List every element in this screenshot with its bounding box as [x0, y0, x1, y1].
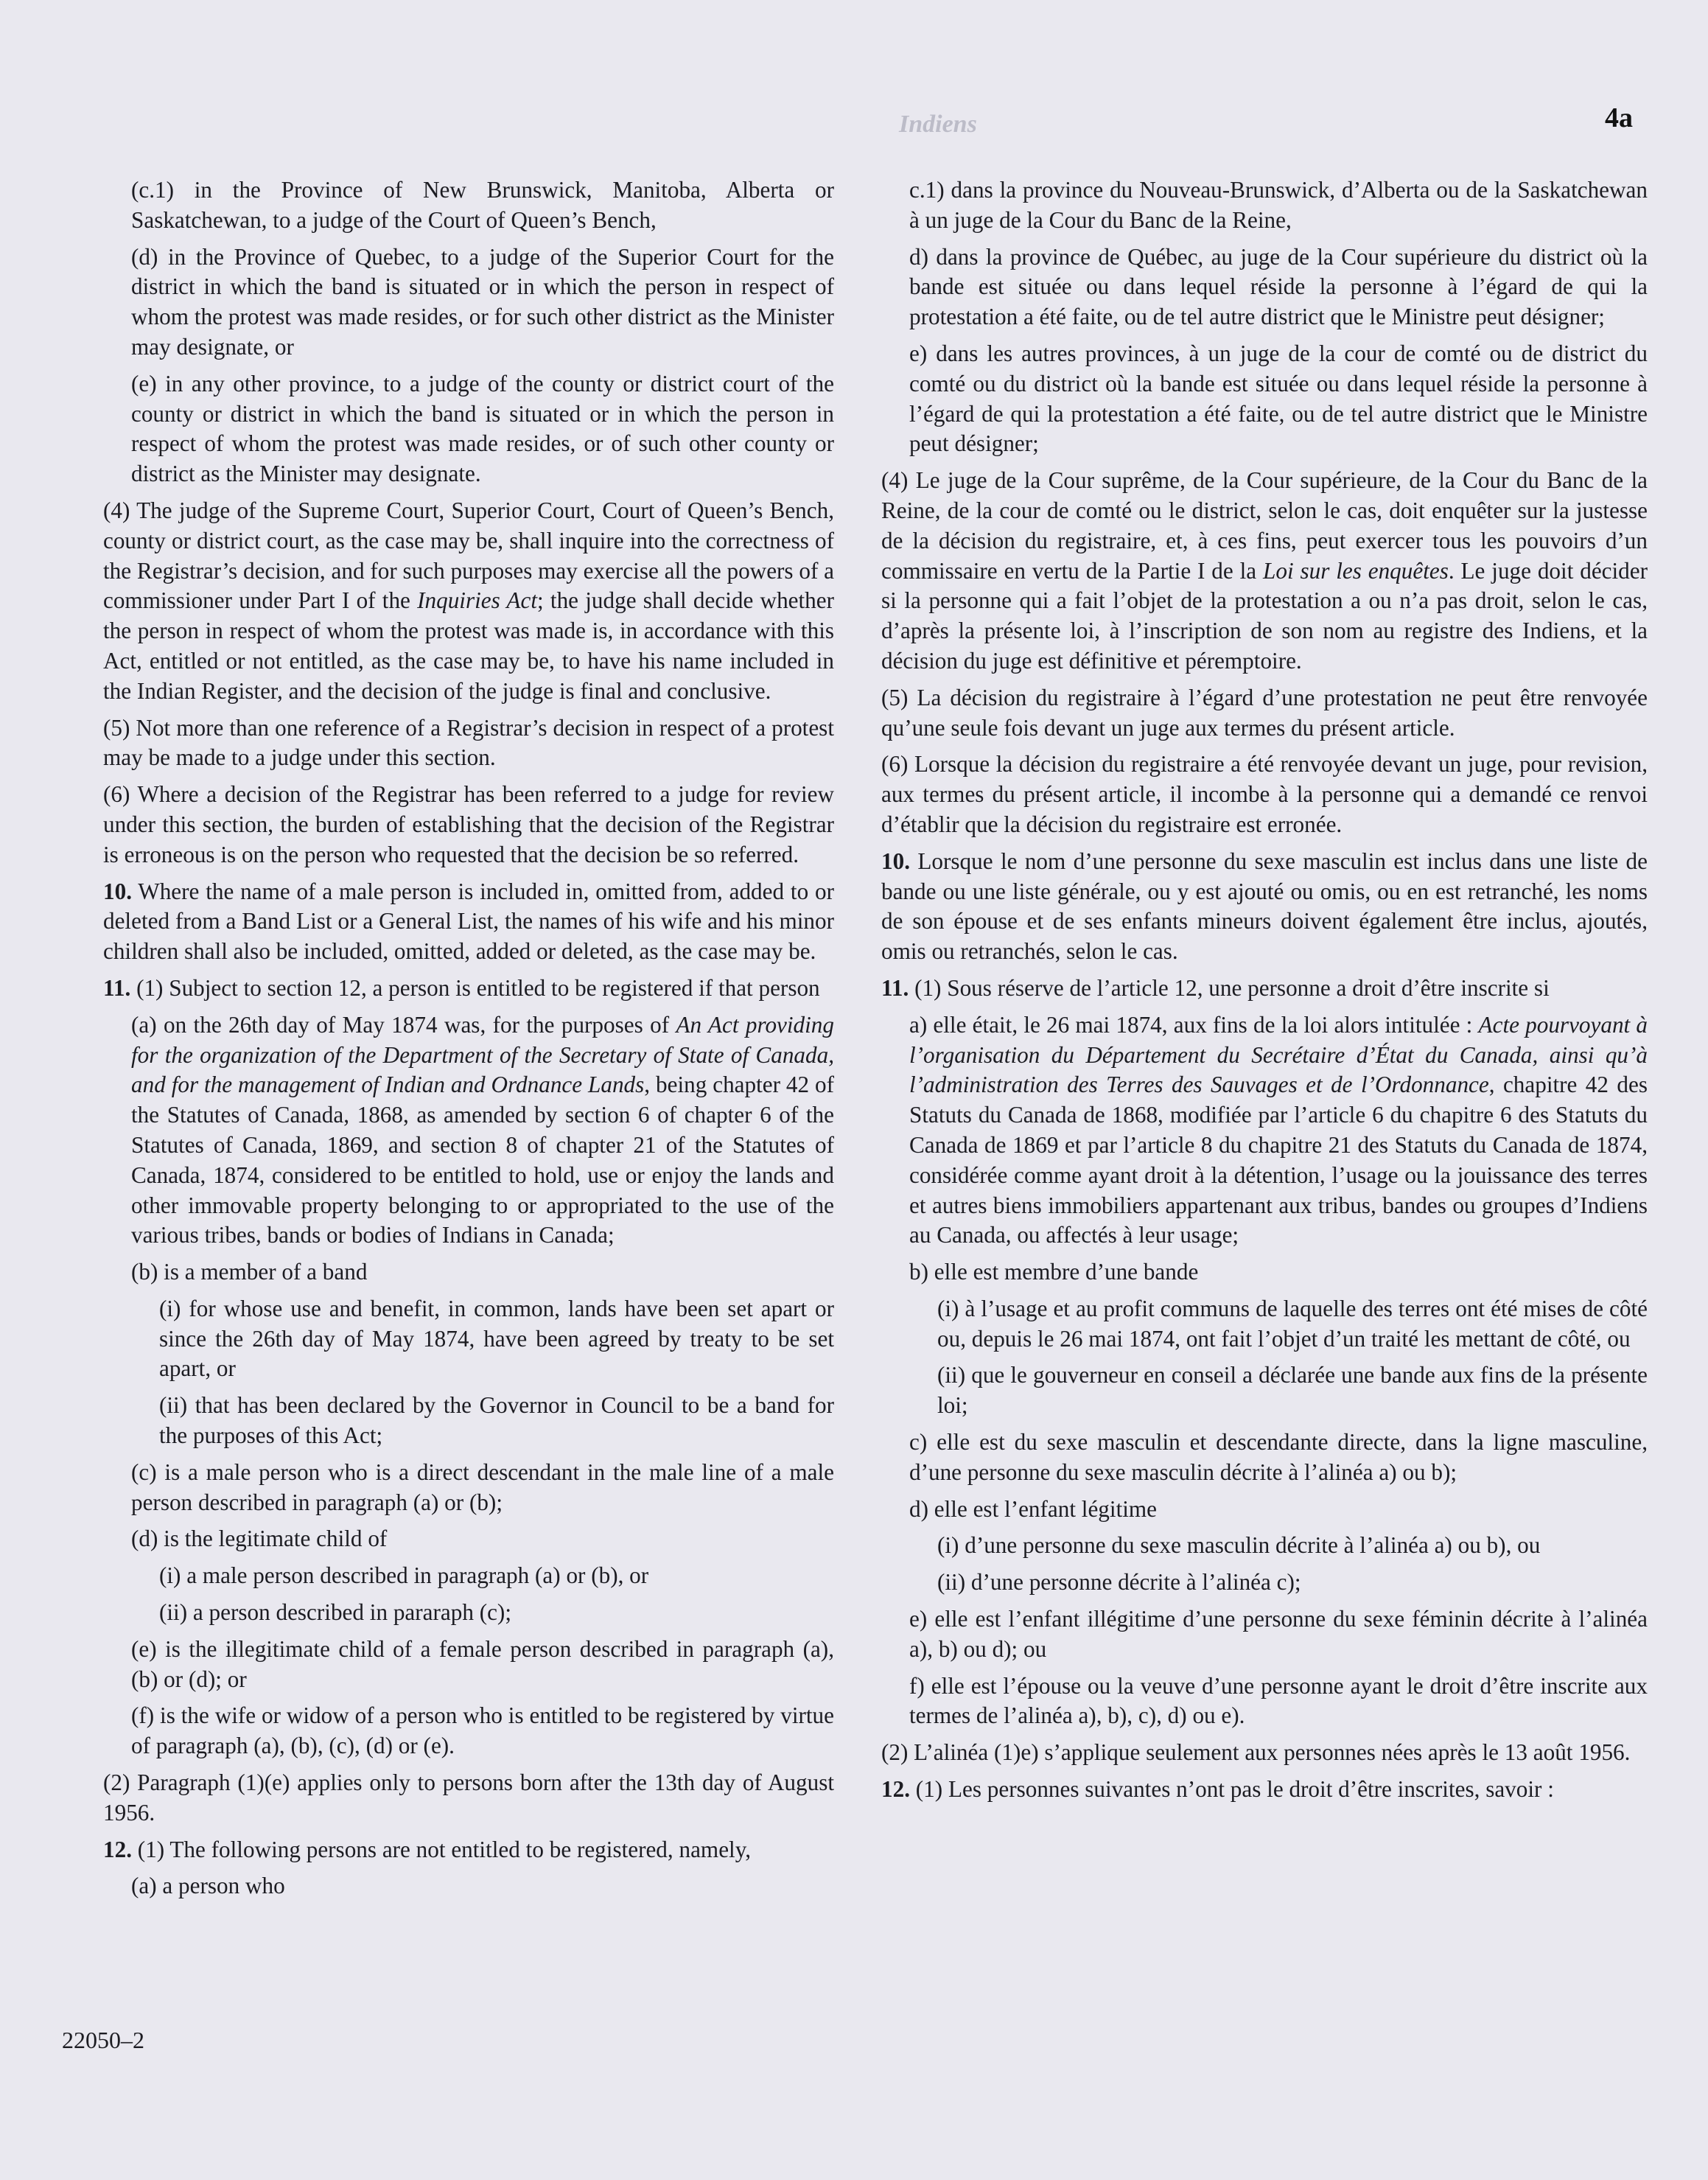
text: (4) The judge of the Supreme Court, Superior Court, Court of Queen’s Bench, county or district court, as the case may be, shall inquire into the correctness of the Registrar’s decision, and for such purposes may exercise all the powers of a commissioner under Part I of the	[103, 497, 834, 614]
para-11c: (c) is a male person who is a direct descendant in the male line of a male person described in paragraph (a) or (b);	[131, 1458, 834, 1515]
section-number: 12.	[881, 1776, 910, 1803]
section-12-fr	[881, 1775, 1648, 1805]
running-header: Indiens	[899, 111, 977, 138]
para-d-fr: d) dans la province de Québec, au juge de la Cour supérieure du district où la bande est située ou dans lequel réside la personne à l’égard de qui la protestation a été faite, ou de tel autre district que le Ministre peut désigner;	[909, 243, 1648, 330]
section-11	[103, 974, 834, 1004]
text: ; the judge shall decide whether the person in respect of whom the protest was made is, in accordance with this Act, entitled or not entitled, as the case may be, to have his name included in the Indian Register, and the decision of the judge is final and conclusive.	[103, 587, 834, 704]
subsection-4	[103, 496, 834, 707]
section-number: 11.	[103, 974, 131, 1001]
para-e: (e) in any other province, to a judge of the county or district court of the county or district in which the band is situated or in which the person in respect of whom the protest was made resides, or of such other county or district as the Minister may designate.	[131, 370, 834, 487]
para-12a: (a) a person who	[131, 1873, 285, 1899]
subsection-5: (5) Not more than one reference of a Registrar’s decision in respect of a protest may be made to a judge under this section.	[103, 714, 834, 771]
text: a) elle était, le 26 mai 1874, aux fins de la loi alors intitulée :	[909, 1011, 1479, 1038]
para-11b-fr: b) elle est membre d’une bande	[909, 1259, 1199, 1285]
para-11b-i: (i) for whose use and benefit, in common, lands have been set apart or since the 26th day of May 1874, have been agreed by treaty to be set apart, or	[159, 1295, 834, 1382]
para-11d-ii-fr: (ii) d’une personne décrite à l’alinéa c);	[937, 1569, 1301, 1596]
text: (a) on the 26th day of May 1874 was, for the purposes of	[131, 1011, 676, 1038]
text: (1) Sous réserve de l’article 12, une personne a droit d’être inscrite si	[909, 974, 1550, 1001]
para-11d-i: (i) a male person described in paragraph (a) or (b), or	[159, 1562, 649, 1589]
para-11f: (f) is the wife or widow of a person who is entitled to be registered by virtue of paragraph (a), (b), (c), (d) or (e).	[131, 1702, 834, 1759]
para-11d-i-fr: (i) d’une personne du sexe masculin décrite à l’alinéa a) ou b), ou	[937, 1532, 1541, 1559]
para-11a	[103, 1010, 834, 1251]
text: , being chapter 42 of the Statutes of Canada, 1868, as amended by section 6 of chapter 6 of the Statutes of Canada, 1869, and section 8 of chapter 21 of the Statutes of Canada, 1874, considered to be entitled to hold, use or enjoy the lands and other immovable property belonging to or appropriated to the use of the various tribes, bands or bodies of Indians in Canada;	[131, 1072, 834, 1248]
english-column	[103, 175, 834, 1908]
section-10	[103, 877, 834, 967]
para-11b-i-fr: (i) à l’usage et au profit communs de laquelle des terres ont été mises de côté ou, depuis le 26 mai 1874, ont fait l’objet d’un traité les mettant de côté, ou	[937, 1295, 1648, 1352]
footer-code: 22050–2	[62, 2027, 144, 2053]
text: (4) Le juge de la Cour suprême, de la Cour supérieure, de la Cour du Banc de la Reine, de la cour de comté ou le district, selon le cas, doit enquêter sur la justesse de la décision du registraire, et, à ces fins, peut exercer tous les pouvoirs d’un commissaire en vertu de la Partie I de la	[881, 467, 1648, 584]
section-number: 10.	[103, 878, 132, 904]
subsection-11-2-fr: (2) L’alinéa (1)e) s’applique seulement aux personnes nées après le 13 août 1956.	[881, 1739, 1631, 1766]
para-11e-fr: e) elle est l’enfant illégitime d’une personne du sexe féminin décrite à l’alinéa a), b) ou d); ou	[909, 1606, 1648, 1662]
section-10-fr	[881, 847, 1648, 967]
para-c1: (c.1) in the Province of New Brunswick, Manitoba, Alberta or Saskatchewan, to a judge of the Court of Queen’s Bench,	[131, 177, 834, 233]
text: . Le juge doit décider si la personne qui a fait l’objet de la protestation a ou n’a pas droit, selon le cas, d’après la présente loi, à l’inscription de son nom au registre des Indiens, et la décision du juge est définitive et péremptoire.	[881, 557, 1648, 674]
para-d: (d) in the Province of Quebec, to a judge of the Superior Court for the district in which the band is situated or in which the person in respect of whom the protest was made resides, or for such other district as the Minister may designate, or	[131, 243, 834, 360]
section-12	[103, 1835, 834, 1865]
para-11f-fr: f) elle est l’épouse ou la veuve d’une personne ayant le droit d’être inscrite aux termes de l’alinéa a), b), c), d) ou e).	[909, 1672, 1648, 1729]
text: (1) The following persons are not entitled to be registered, namely,	[131, 1836, 752, 1862]
para-11d-fr: d) elle est l’enfant légitime	[909, 1495, 1157, 1522]
subsection-6: (6) Where a decision of the Registrar has been referred to a judge for review under this section, the burden of establishing that the decision of the Registrar is erroneous is on the person who requested that the decision be so referred.	[103, 781, 834, 867]
act-title: Inquiries Act	[417, 587, 537, 614]
para-e-fr: e) dans les autres provinces, à un juge de la cour de comté ou de district du comté ou du district où la bande est située ou dans lequel réside la personne à l’égard de qui la protestation a été faite, ou de tel autre district que le Ministre peut désigner;	[909, 340, 1648, 457]
french-column	[881, 175, 1648, 1812]
act-title: An Act providing for the organization of the Department of the Secretary of State of Canada, and for the management of Indian and Ordnance Lands	[131, 1011, 834, 1098]
section-11-fr	[881, 974, 1648, 1004]
para-c1-fr: c.1) dans la province du Nouveau-Brunswick, d’Alberta ou de la Saskatchewan à un juge de la Cour du Banc de la Reine,	[909, 177, 1648, 233]
section-number: 10.	[881, 848, 910, 874]
page-number: 4a	[1605, 102, 1633, 133]
text: (1) Subject to section 12, a person is entitled to be registered if that person	[130, 974, 820, 1001]
subsection-6-fr: (6) Lorsque la décision du registraire a été renvoyée devant un juge, pour revision, aux termes du présent article, il incombe à la personne qui a demandé ce renvoi d’établir que la décision du registraire est erronée.	[881, 751, 1648, 837]
text: , chapitre 42 des Statuts du Canada de 1868, modifiée par l’article 6 du chapitre 6 des Statuts du Canada de 1869 et par l’article 8 du chapitre 21 des Statuts du Canada de 1874, considérée comme ayant droit à la détention, l’usage ou la jouissance des terres et autres biens immobiliers appartenant aux tribus, bandes ou groupes d’Indiens au Canada, ou affectés à leur usage;	[909, 1072, 1648, 1248]
text: (1) Les personnes suivantes n’ont pas le droit d’être inscrites, savoir :	[909, 1776, 1554, 1803]
text: Lorsque le nom d’une personne du sexe masculin est inclus dans une liste de bande ou une liste générale, ou y est ajouté ou omis, ou en est retranché, les noms de son épouse et de ses enfants mineurs doivent également être inclus, ajoutés, omis ou retranchés, selon le cas.	[881, 848, 1648, 965]
section-number: 11.	[881, 974, 909, 1001]
section-number: 12.	[103, 1836, 132, 1862]
act-title: Loi sur les enquêtes	[1263, 557, 1449, 584]
subsection-11-2: (2) Paragraph (1)(e) applies only to persons born after the 13th day of August 1956.	[103, 1769, 834, 1826]
para-11d: (d) is the legitimate child of	[131, 1526, 388, 1552]
para-11b-ii: (ii) that has been declared by the Governor in Council to be a band for the purposes of this Act;	[159, 1392, 834, 1449]
text: Where the name of a male person is included in, omitted from, added to or deleted from a Band List or a General List, the names of his wife and his minor children shall also be included, omitted, added or deleted, as the case may be.	[103, 878, 834, 965]
para-11b: (b) is a member of a band	[131, 1259, 368, 1285]
para-11c-fr: c) elle est du sexe masculin et descendante directe, dans la ligne masculine, d’une personne du sexe masculin décrite à l’alinéa a) ou b);	[909, 1429, 1648, 1485]
subsection-5-fr: (5) La décision du registraire à l’égard d’une protestation ne peut être renvoyée qu’une seule fois devant un juge aux termes du présent article.	[881, 684, 1648, 741]
para-11e: (e) is the illegitimate child of a female person described in paragraph (a), (b) or (d); or	[131, 1635, 834, 1692]
para-11d-ii: (ii) a person described in pararaph (c);	[159, 1599, 511, 1626]
para-11a-fr	[881, 1010, 1648, 1251]
subsection-4-fr	[881, 466, 1648, 677]
para-11b-ii-fr: (ii) que le gouverneur en conseil a déclarée une bande aux fins de la présente loi;	[937, 1362, 1648, 1419]
act-title: Acte pourvoyant à l’organisation du Département du Secrétaire d’État du Canada, ainsi qu’à l’administration des Terres des Sauvages et de l’Ordonnance	[909, 1011, 1648, 1098]
